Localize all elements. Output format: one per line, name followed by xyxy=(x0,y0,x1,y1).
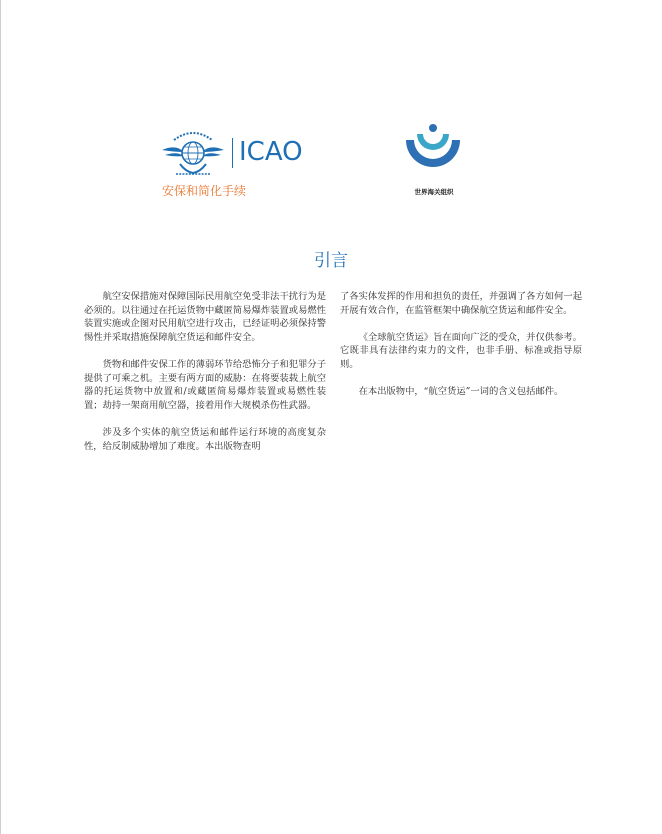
paragraph: 涉及多个实体的航空货运和邮件运行环境的高度复杂性，给反制威胁增加了难度。本出版物查明 xyxy=(84,426,326,452)
page-edge xyxy=(0,0,1,834)
icao-wordmark: ICAO xyxy=(239,137,303,167)
icao-laurel-globe-emblem-icon xyxy=(160,126,226,178)
paragraph: 在本出版物中，“航空货运”一词的含义包括邮件。 xyxy=(358,386,564,398)
paragraph: 航空安保措施对保障国际民用航空免受非法干扰行为是必须的。以往通过在托运货物中藏匿简易爆炸装置或易燃性装置实施或企图对民用航空进行攻击，已经证明必须保持警惕性并采取措施保障航空货运和邮件安全。 xyxy=(84,291,326,343)
icao-subtitle: 安保和简化手续 xyxy=(162,184,247,198)
wco-emblem-icon xyxy=(400,122,466,180)
right-column xyxy=(340,290,582,412)
paragraph: 《全球航空货运》旨在面向广泛的受众，并仅供参考。它既非具有法律约束力的文件，也非手册、标准或指导原则。 xyxy=(340,331,582,370)
left-column xyxy=(84,290,326,467)
paragraph: 了各实体发挥的作用和担负的责任，并强调了各方如何一起开展有效合作，在监管框架中确保航空货运和邮件安全。 xyxy=(340,291,582,316)
paragraph: 货物和邮件安保工作的薄弱环节给恐怖分子和犯罪分子提供了可乘之机。主要有两方面的威胁：在将要装载上航空器的托运货物中放置和/或藏匿简易爆炸装置或易燃性装置；劫持一架商用航空器，接着用作大规模杀伤性武器。 xyxy=(84,358,326,411)
wco-caption: 世界海关组织 xyxy=(414,188,454,196)
icao-logo xyxy=(160,124,303,204)
wco-logo xyxy=(396,122,472,202)
page-title: 引言 xyxy=(314,251,348,271)
icao-divider xyxy=(232,138,233,168)
